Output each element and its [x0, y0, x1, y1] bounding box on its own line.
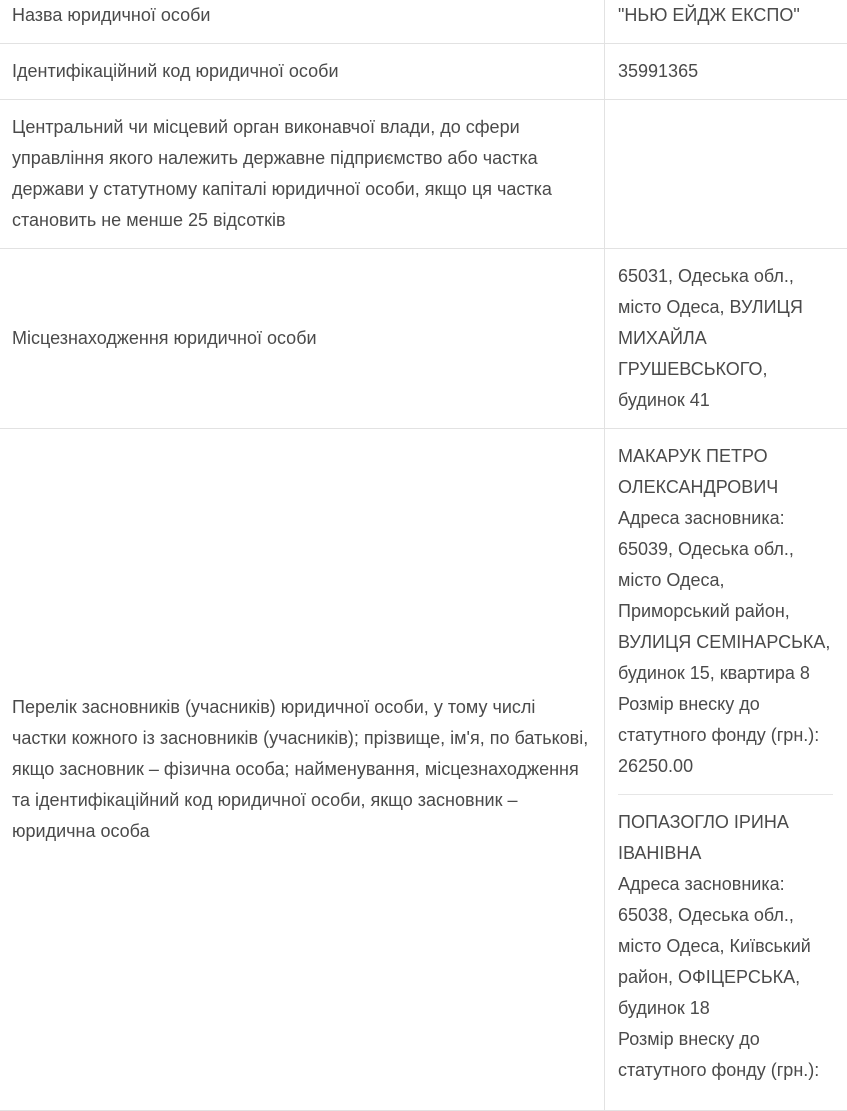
founder-address: Адреса засновника: 65039, Одеська обл., місто Одеса, Приморський район, ВУЛИЦЯ СЕМІНАРСЬКА, будинок 15, квартира 8: [618, 503, 833, 689]
entity-code-label: Ідентифікаційний код юридичної особи: [0, 44, 605, 100]
founder-name: МАКАРУК ПЕТРО ОЛЕКСАНДРОВИЧ: [618, 441, 833, 503]
entity-location-label: Місцезнаходження юридичної особи: [0, 249, 605, 429]
table-row: [0, 429, 847, 1111]
founder-name: ПОПАЗОГЛО ІРИНА ІВАНІВНА: [618, 807, 833, 869]
founders-list-label: Перелік засновників (учасників) юридичної особи, у тому числі частки кожного із засновників (учасників); прізвище, ім'я, по батькові, якщо засновник – фізична особа; найменування, місцезнаходження та ідентифікаційний код юридичної особи, якщо засновник – юридична особа: [0, 429, 605, 1111]
table-row: [0, 44, 847, 100]
table-row: [0, 100, 847, 249]
governing-body-value: [605, 100, 847, 249]
founder-contribution: Розмір внеску до статутного фонду (грн.): 26250.00: [618, 689, 833, 782]
entity-name-value: "НЬЮ ЕЙДЖ ЕКСПО": [605, 0, 847, 44]
table-row: [0, 249, 847, 429]
table-row: [0, 0, 847, 44]
founder-address: Адреса засновника: 65038, Одеська обл., місто Одеса, Київський район, ОФІЦЕРСЬКА, будинок 18: [618, 869, 833, 1024]
entity-location-value: 65031, Одеська обл., місто Одеса, ВУЛИЦЯ МИХАЙЛА ГРУШЕВСЬКОГО, будинок 41: [605, 249, 847, 429]
founder-entry: [618, 794, 833, 1098]
founder-entry: [618, 441, 833, 794]
founder-contribution: Розмір внеску до статутного фонду (грн.):: [618, 1024, 833, 1086]
governing-body-label: Центральний чи місцевий орган виконавчої влади, до сфери управління якого належить державне підприємство або частка держави у статутному капіталі юридичної особи, якщо ця частка становить не менше 25 відсотків: [0, 100, 605, 249]
entity-name-label: Назва юридичної особи: [0, 0, 605, 44]
founders-list-value: [605, 429, 847, 1111]
entity-code-value: 35991365: [605, 44, 847, 100]
